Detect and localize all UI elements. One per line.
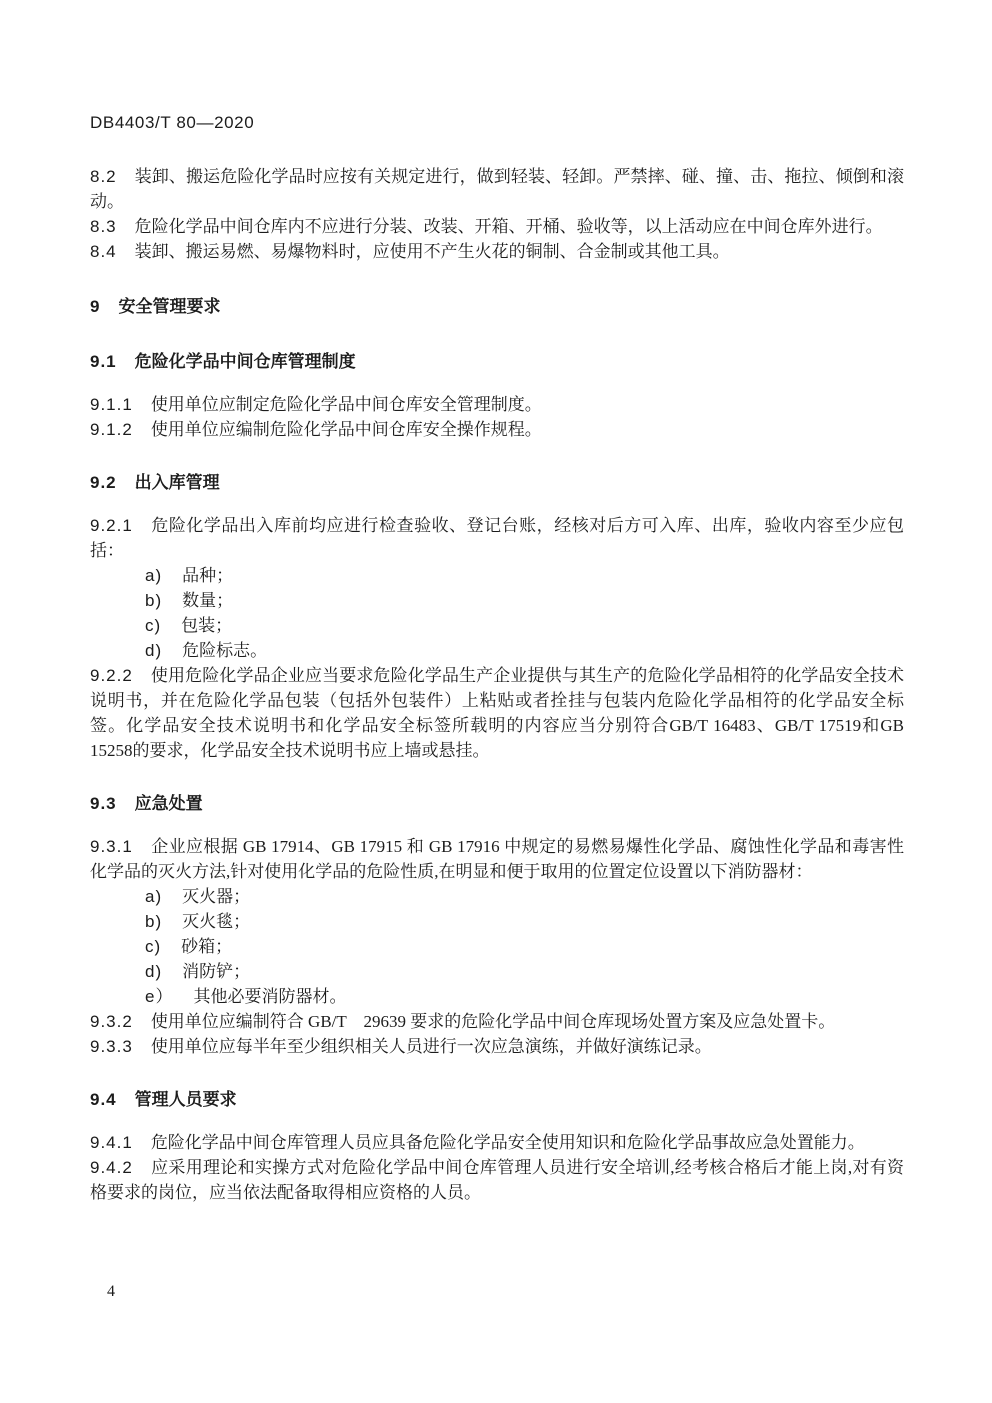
- clause-text: 灭火毯；: [182, 912, 251, 931]
- clause-paragraph: [90, 392, 904, 417]
- clause-number: 9.1.1: [90, 395, 133, 414]
- list-item: [90, 984, 904, 1009]
- clause-paragraph: [90, 214, 904, 239]
- clause-text: 装卸、搬运危险化学品时应按有关规定进行，做到轻装、轻卸。严禁摔、碰、撞、击、拖拉、倾倒和滚动。: [90, 167, 904, 211]
- clause-paragraph: [90, 239, 904, 264]
- clause-text: 使用危险化学品企业应当要求危险化学品生产企业提供与其生产的危险化学品相符的化学品安全技术说明书，并在危险化学品包装（包括外包装件）上粘贴或者拴挂与包装内危险化学品相符的化学品安全标签。化学品安全技术说明书和化学品安全标签所载明的内容应当分别符合GB/T 16483、GB/T 17519和GB 15258的要求，化学品安全技术说明书应上墙或悬挂。: [90, 666, 904, 760]
- clause-number: 9.2.1: [90, 516, 133, 535]
- clause-number: 9.2.2: [90, 666, 133, 685]
- clause-text: 危险标志。: [182, 641, 268, 660]
- clause-text: 品种；: [182, 566, 234, 585]
- clause-number: 9.3.2: [90, 1012, 133, 1031]
- clause-paragraph: [90, 1009, 904, 1034]
- clause-number: b): [145, 912, 163, 931]
- list-item: [90, 588, 904, 613]
- clause-number: b): [145, 591, 163, 610]
- clause-number: a): [145, 566, 163, 585]
- clause-number: 9.2: [90, 473, 117, 492]
- clause-number: 9.1: [90, 352, 117, 371]
- subsection-heading: [90, 470, 904, 495]
- clause-text: 使用单位应编制符合 GB/T 29639 要求的危险化学品中间仓库现场处置方案及应急处置卡。: [150, 1012, 836, 1031]
- clause-number: a): [145, 887, 163, 906]
- clause-number: 9: [90, 297, 101, 316]
- document-number-header: DB4403/T 80—2020: [90, 113, 255, 132]
- clause-number: c): [145, 937, 162, 956]
- clause-text: 灭火器；: [182, 887, 251, 906]
- clause-text: 砂箱；: [181, 937, 233, 956]
- clause-number: 8.3: [90, 217, 117, 236]
- clause-paragraph: [90, 164, 904, 214]
- subsection-heading: [90, 349, 904, 374]
- clause-number: d): [145, 641, 163, 660]
- clause-text: 使用单位应制定危险化学品中间仓库安全管理制度。: [150, 395, 542, 414]
- list-item: [90, 959, 904, 984]
- clause-number: 9.1.2: [90, 420, 133, 439]
- clause-text: 其他必要消防器材。: [193, 987, 347, 1006]
- clause-number: c): [145, 616, 162, 635]
- list-item: [90, 613, 904, 638]
- list-item: [90, 638, 904, 663]
- list-item: [90, 884, 904, 909]
- clause-paragraph: [90, 513, 904, 563]
- clause-text: 企业应根据 GB 17914、GB 17915 和 GB 17916 中规定的易燃易爆性化学品、腐蚀性化学品和毒害性化学品的灭火方法,针对使用化学品的危险性质,在明显和便于取用的位置定位设置以下消防器材：: [90, 837, 904, 881]
- subsection-heading: [90, 1087, 904, 1112]
- clause-number: 8.4: [90, 242, 117, 261]
- clause-text: 包装；: [181, 616, 233, 635]
- clause-paragraph: [90, 417, 904, 442]
- clause-text: 使用单位应每半年至少组织相关人员进行一次应急演练，并做好演练记录。: [150, 1037, 712, 1056]
- subsection-heading: [90, 791, 904, 816]
- clause-number: 9.4.1: [90, 1133, 133, 1152]
- page-number: 4: [107, 1283, 115, 1300]
- clause-number: e）: [145, 987, 174, 1006]
- clause-number: d): [145, 962, 163, 981]
- clause-text: 出入库管理: [134, 473, 220, 492]
- clause-paragraph: [90, 1034, 904, 1059]
- clause-text: 危险化学品中间仓库内不应进行分装、改装、开箱、开桶、验收等，以上活动应在中间仓库外进行。: [134, 217, 883, 236]
- clause-number: 9.3.1: [90, 837, 133, 856]
- clause-paragraph: [90, 1130, 904, 1155]
- clause-paragraph: [90, 1155, 904, 1205]
- clause-text: 数量；: [182, 591, 234, 610]
- section-heading: [90, 294, 904, 319]
- clause-text: 危险化学品中间仓库管理人员应具备危险化学品安全使用知识和危险化学品事故应急处置能力。: [150, 1133, 865, 1152]
- clause-text: 使用单位应编制危险化学品中间仓库安全操作规程。: [150, 420, 542, 439]
- list-item: [90, 563, 904, 588]
- clause-number: 9.3.3: [90, 1037, 133, 1056]
- clause-text: 应采用理论和实操方式对危险化学品中间仓库管理人员进行安全培训,经考核合格后才能上岗,对有资格要求的岗位，应当依法配备取得相应资格的人员。: [90, 1158, 904, 1202]
- clause-number: 8.2: [90, 167, 117, 186]
- clause-text: 管理人员要求: [134, 1090, 237, 1109]
- clause-paragraph: [90, 663, 904, 763]
- list-item: [90, 909, 904, 934]
- clause-paragraph: [90, 834, 904, 884]
- clause-text: 应急处置: [134, 794, 203, 813]
- list-item: [90, 934, 904, 959]
- clause-number: 9.3: [90, 794, 117, 813]
- clause-text: 危险化学品出入库前均应进行检查验收、登记台账，经核对后方可入库、出库，验收内容至少应包括：: [90, 516, 904, 560]
- clause-number: 9.4: [90, 1090, 117, 1109]
- clause-text: 危险化学品中间仓库管理制度: [134, 352, 356, 371]
- clause-text: 消防铲；: [182, 962, 251, 981]
- clause-number: 9.4.2: [90, 1158, 133, 1177]
- document-body: [90, 164, 904, 1205]
- clause-text: 安全管理要求: [118, 297, 221, 316]
- clause-text: 装卸、搬运易燃、易爆物料时，应使用不产生火花的铜制、合金制或其他工具。: [134, 242, 730, 261]
